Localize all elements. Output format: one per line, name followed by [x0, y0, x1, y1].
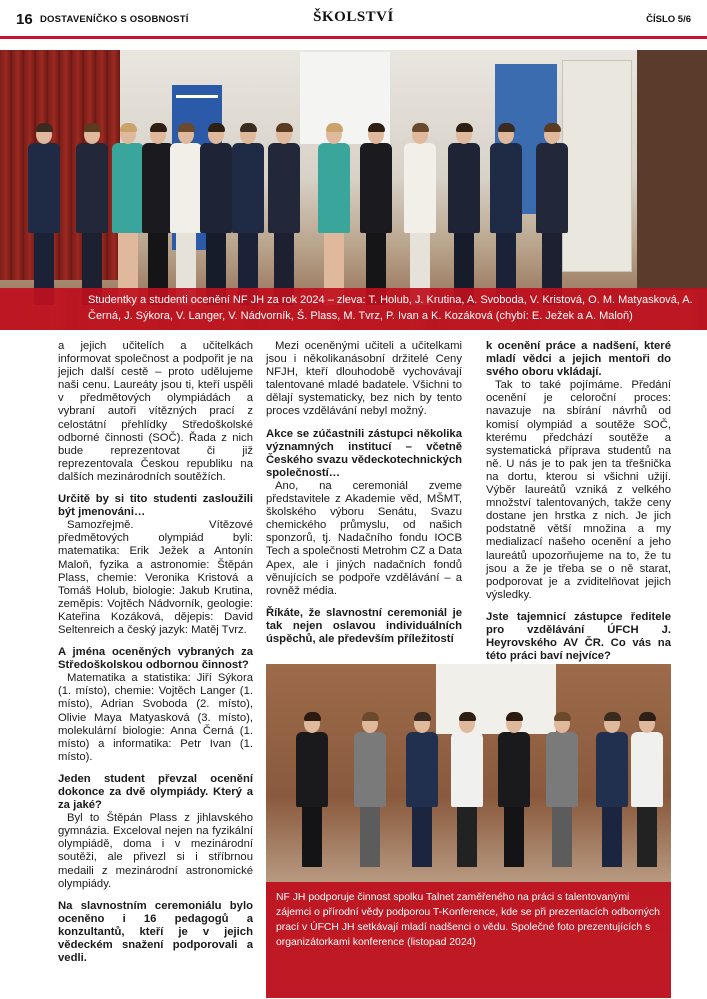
poster-stand — [562, 60, 632, 272]
answer: Byl to Štěpán Plass z jihlavského gymnázia. Exceloval nejen na fyzikální olympiádě, doma i v mezinárodní soutěži, ale přivezl si i stříbrnou medaili z mezinárodní astronomické olympiády. — [58, 812, 253, 890]
question: Určitě by si tito studenti zasloužili být jmenováni… — [58, 493, 253, 519]
answer: Tak to také pojímáme. Předání ocenění je celoroční proces: navazuje na sbírání návrhů od komisí olympiád a soutěže SOČ, kterému předchází soutěže a systematická příprava studentů na ně. U nás je to pak jen ta třešnička na dortu, kterou si všichni užijí. Výběr laureátů vzniká z velkého množství talentovaných, takže ceny dostane jen hrstka z nich. Je jich podstatně větší množina a my medializací našeho ocenění a jeho laureátů upozorňujeme na to, že tu jsou a že je třeba se o ně starat, podporovat je a zviditelňovat jejich výsledky. — [486, 379, 671, 601]
bottom-photo — [266, 664, 671, 998]
question: A jména oceněných vybraných za Středoškolskou odbornou činnost? — [58, 646, 253, 672]
caption-text: Studentky a studenti ocenění NF JH za rok 2024 – zleva: T. Holub, J. Krutina, A. Svoboda, V. Kristová, O. M. Matyasková, A. Černá, J. Sýkora, V. Langer, V. Nádvorník, Š. Plass, M. Tvrz, P. Ivan a K. Kozáková (chybí: E. Ježek a A. Maloň) — [88, 294, 693, 322]
wall-panel — [436, 664, 556, 734]
question: k ocenění práce a nadšení, které mladí vědci a jejich mentoři do svého oboru vkládají. — [486, 340, 671, 379]
photo-caption — [0, 288, 707, 330]
answer: Ano, na ceremoniál zveme představitele z Akademie věd, MŠMT, školského výboru Senátu, Svazu chemického průmyslu, od našich sponzorů, tj. Nadačního fondu IOCB Tech a společnosti Metrohm CZ a Data Apex, ale i jiných nadačních fondů věnujících se podpoře vzdělávání – a rovněž média. — [266, 479, 462, 597]
question: Na slavnostním ceremoniálu bylo oceněno i 16 pedagogů a konzultantů, kteří je v jejich vědeckém snažení podporovali a vedli. — [58, 899, 253, 965]
page-number: 16 — [16, 11, 33, 28]
article-column-2 — [266, 340, 462, 646]
article-column-1 — [58, 340, 253, 965]
question: Jeden student převzal ocenění dokonce za dvě olympiády. Který a za jaké? — [58, 772, 253, 812]
section-title: ŠKOLSTVÍ — [313, 9, 394, 25]
page-header — [0, 0, 707, 40]
top-photo — [0, 50, 707, 330]
section-label: DOSTAVENÍČKO S OSOBNOSTÍ — [40, 14, 189, 25]
answer: Matematika a statistika: Jiří Sýkora (1. místo), chemie: Vojtěch Langer (1. místo), Adrian Svoboda (2. místo), Olivie Maya Matyasková (3. místo), molekulární biologie: Anna Černá (1. místo) a informatika: Petr Ivan (1. místo). — [58, 672, 253, 763]
photo-caption — [266, 882, 671, 998]
header-rule — [0, 36, 707, 39]
question: Jste tajemnicí zástupce ředitele pro vzdělávání ÚFCH J. Heyrovského AV ČR. Co vás na této práci baví nejvíce? — [486, 610, 671, 663]
issue-number: ČÍSLO 5/6 — [646, 14, 691, 25]
question: Akce se zúčastnili zástupci několika významných institucí – včetně Českého svazu vědeckotechnických společností… — [266, 427, 462, 479]
article-column-3 — [486, 340, 671, 676]
question: Říkáte, že slavnostní ceremoniál je tak nejen oslavou individuálních úspěchů, ale především příležitostí — [266, 606, 462, 645]
answer: Samozřejmě. Vítězové předmětových olympiád byli: matematika: Erik Ježek a Antonín Maloň, fyzika a astronomie: Štěpán Plass, chemie: Veronika Kristová a Tomáš Holub, biologie: Jakub Krutina, zeměpis: Vojtěch Nádvorník, geologie: Kateřina Kozáková, dějepis: David Seltenreich a český jazyk: Matěj Tvrz. — [58, 519, 253, 636]
caption-text: NF JH podporuje činnost spolku Talnet zaměřeného na práci s talentovanými zájemci o přírodní vědy podporou T-Konference, kde se při prezentacích odborných prací v ÚFCH JH setkávají mladí nadšenci o vědu. Společné foto prezentujících s organizátorkami konference (listopad 2024) — [276, 892, 660, 948]
answer: Mezi oceněnými učiteli a učitelkami jsou i několikanásobní držitelé Ceny NFJH, kteří dlouhodobě vychovávají talentované mladé badatele. Všichni to dělají systematicky, bez nich by tento proces vzdělávání nebyl možný. — [266, 340, 462, 418]
paragraph: a jejich učitelích a učitelkách informovat společnost a podpořit je na jejich další cestě – proto udělujeme naši cenu. Laureáty jsou ti, kteří uspěli v předmětových olympiádách a vybraní autoři vítězných prací z celostátní přehlídky Středoškolské odborné činnosti (SOČ). Řada z nich bude reprezentovat či již reprezentovala Českou republiku na dalších mezinárodních soutěžích. — [58, 340, 253, 483]
